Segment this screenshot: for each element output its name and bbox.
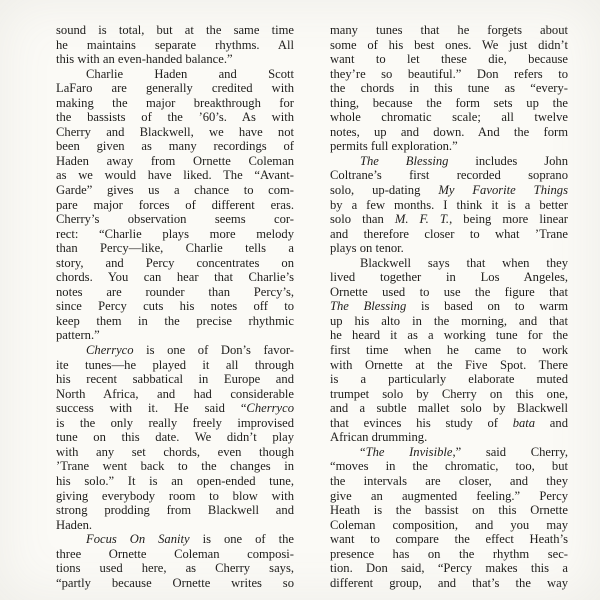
regular-text: includes John [448, 153, 569, 168]
regular-text: chords. You can hear that Charlie’s [56, 270, 294, 285]
text-line [56, 532, 294, 547]
text-line [56, 81, 294, 96]
regular-text: presence has on the rhythm sec- [330, 546, 568, 561]
text-line [56, 96, 294, 111]
italic-text: The Invisible [365, 444, 453, 459]
text-line [56, 503, 294, 518]
regular-text: Blackwell says that when they [360, 255, 568, 270]
regular-text: been given as many recordings of [56, 139, 294, 154]
text-line [330, 532, 568, 547]
text-line [56, 67, 294, 82]
regular-text: success with it. He said “ [56, 401, 247, 416]
regular-text: is the only really freely improvised [56, 415, 294, 430]
regular-text: Heath is the bassist on this Ornette [330, 503, 568, 518]
text-line [56, 474, 294, 489]
regular-text: the chords in this tune as “every- [330, 81, 568, 96]
text-line [330, 212, 568, 227]
regular-text: some of his best ones. We just didn’t [330, 37, 568, 52]
regular-text: Cherry and Blackwell, we have not [56, 124, 294, 139]
text-line [330, 67, 568, 82]
regular-text: give an augmented feeling.” Percy [330, 488, 568, 503]
regular-text: and therefore closer to what ’Trane [330, 226, 568, 241]
regular-text: they’re so beautiful.” Don refers to [330, 66, 568, 81]
regular-text: many tunes that he forgets about [330, 23, 568, 37]
text-line [56, 518, 294, 533]
text-line [330, 343, 568, 358]
regular-text: different group, and that’s the way [330, 575, 568, 590]
text-line [330, 299, 568, 314]
regular-text: that evinces his study of [330, 415, 513, 430]
regular-text: his solo.” It is an open-ended tune, [56, 473, 294, 488]
text-line [330, 358, 568, 373]
text-line [330, 96, 568, 111]
regular-text: the intervals are closer, and they [330, 473, 568, 488]
regular-text: pare major forces of different eras. [56, 197, 294, 212]
text-line [56, 314, 294, 329]
regular-text: notes, up and down. And the form [330, 124, 568, 139]
text-line [330, 183, 568, 198]
text-line [56, 459, 294, 474]
text-line [56, 372, 294, 387]
text-line [56, 198, 294, 213]
regular-text: is one of Don’s favor- [133, 343, 294, 358]
regular-text: sound is total, but at the same time [56, 23, 294, 37]
text-line [330, 445, 568, 460]
regular-text: “moves in the chromatic, too, but [330, 459, 568, 474]
regular-text: Haden. [56, 517, 93, 532]
text-line [330, 38, 568, 53]
text-line [56, 576, 294, 591]
regular-text: he heard it as a working tune for the [330, 328, 568, 343]
text-line [56, 212, 294, 227]
text-line [330, 81, 568, 96]
text-line [330, 125, 568, 140]
italic-text: Cherryco [86, 343, 134, 358]
regular-text: than Percy—like, Charlie tells a [56, 241, 294, 256]
text-line [330, 518, 568, 533]
text-line [56, 168, 294, 183]
regular-text: with Ornette at the Five Spot. There [330, 357, 568, 372]
regular-text: LaFaro are generally credited with [56, 81, 294, 96]
text-line [330, 285, 568, 300]
text-line [330, 256, 568, 271]
text-line [56, 241, 294, 256]
regular-text: since Percy cuts his notes off to [56, 299, 294, 314]
regular-text: this with an even-handed balance.” [56, 52, 233, 67]
regular-text: want to let these die, because [330, 52, 568, 67]
regular-text: giving everybody room to blow with [56, 488, 294, 503]
text-line [56, 328, 294, 343]
text-line [330, 547, 568, 562]
regular-text: Haden away from Ornette Coleman [56, 153, 294, 168]
text-line [56, 227, 294, 242]
text-line [330, 503, 568, 518]
text-line [56, 416, 294, 431]
text-line [330, 416, 568, 431]
regular-text: is a particularly elaborate muted [330, 372, 568, 387]
regular-text: strong prodding from Blackwell and [56, 503, 294, 518]
text-line [330, 110, 568, 125]
regular-text: the bassists of the ’60’s. As with [56, 110, 294, 125]
text-line [56, 343, 294, 358]
regular-text: tune on this date. We didn’t play [56, 430, 294, 445]
text-line [56, 270, 294, 285]
regular-text: with any set chords, even though [56, 444, 294, 459]
regular-text: lived together in Los Angeles, [330, 270, 568, 285]
text-line [56, 299, 294, 314]
text-line [330, 474, 568, 489]
text-line [56, 139, 294, 154]
regular-text: African drumming. [330, 430, 428, 445]
text-line [330, 328, 568, 343]
text-line [56, 110, 294, 125]
regular-text: thing, because the form sets up the [330, 95, 568, 110]
regular-text: and [535, 415, 568, 430]
text-line [56, 23, 294, 38]
regular-text: , being more linear [449, 212, 568, 227]
regular-text: by a few months. I think it is a better [330, 197, 568, 212]
text-line [56, 489, 294, 504]
text-line [330, 154, 568, 169]
regular-text: Ornette used to use the figure that [330, 284, 568, 299]
text-line [56, 387, 294, 402]
regular-text: “partly because Ornette writes so [56, 575, 294, 590]
text-line [56, 154, 294, 169]
regular-text: ite tunes—he played it all through [56, 357, 294, 372]
text-column-left [56, 23, 294, 600]
regular-text: North Africa, and had considerable [56, 386, 294, 401]
regular-text: as we would have liked. The “Avant- [56, 168, 294, 183]
regular-text: Garde” gives us a chance to com- [56, 183, 294, 198]
text-line [330, 270, 568, 285]
text-line [330, 52, 568, 67]
text-line [330, 241, 568, 256]
regular-text: he maintains separate rhythms. All [56, 37, 294, 52]
regular-text: is one of the [189, 532, 294, 547]
regular-text: tion. Don said, “Percy makes this a [330, 561, 568, 576]
regular-text: Cherry’s observation seems cor- [56, 212, 294, 227]
italic-text: Focus On Sanity [86, 532, 190, 547]
text-line [56, 445, 294, 460]
text-column-right [330, 23, 568, 600]
regular-text: his recent sabbatical in Europe and [56, 372, 294, 387]
regular-text: whole chromatic scale; all twelve [330, 110, 568, 125]
regular-text: want to compare the effect Heath’s [330, 532, 568, 547]
regular-text: trumpet solo by Cherry on this one, [330, 386, 568, 401]
text-line [330, 489, 568, 504]
regular-text: story, and Percy concentrates on [56, 255, 294, 270]
text-line [330, 576, 568, 591]
italic-text: bata [512, 415, 536, 430]
regular-text: first time when he came to work [330, 343, 568, 358]
italic-text: The Blessing [360, 153, 449, 168]
italic-text: Cherryco [246, 401, 294, 416]
text-line [330, 198, 568, 213]
text-line [330, 314, 568, 329]
regular-text: and a subtle mallet solo by Blackwell [330, 401, 568, 416]
regular-text: rect: “Charlie plays more melody [56, 226, 294, 241]
text-line [56, 430, 294, 445]
text-line [330, 139, 568, 154]
regular-text: permits full exploration.” [330, 139, 458, 154]
regular-text: “ [360, 444, 366, 459]
regular-text: Coleman composition, and you may [330, 517, 568, 532]
regular-text: Charlie Haden and Scott [86, 66, 294, 81]
regular-text: notes are rounder than Percy’s, [56, 284, 294, 299]
text-line [56, 52, 294, 67]
regular-text: pattern.” [56, 328, 100, 343]
text-line [330, 387, 568, 402]
regular-text: solo, up-dating [330, 183, 439, 198]
regular-text: solo than [330, 212, 395, 227]
text-line [330, 227, 568, 242]
text-line [56, 547, 294, 562]
italic-text: M. F. T. [394, 212, 450, 227]
regular-text: keep them in the precise rhythmic [56, 313, 294, 328]
text-line [56, 358, 294, 373]
text-line [56, 256, 294, 271]
regular-text: ,” said Cherry, [452, 444, 569, 459]
regular-text: plays on tenor. [330, 241, 404, 256]
text-line [330, 561, 568, 576]
regular-text: up his alto in the morning, and that [330, 313, 568, 328]
text-line [56, 285, 294, 300]
text-line [56, 401, 294, 416]
text-line [330, 459, 568, 474]
text-line [56, 125, 294, 140]
italic-text: The Blessing [330, 299, 407, 314]
regular-text: Coltrane’s first recorded soprano [330, 168, 568, 183]
text-line [330, 168, 568, 183]
regular-text: tions used here, as Cherry says, [56, 561, 294, 576]
regular-text: is based on to warm [406, 299, 568, 314]
text-line [56, 38, 294, 53]
regular-text: three Ornette Coleman composi- [56, 546, 294, 561]
text-line [330, 430, 568, 445]
text-line [330, 23, 568, 38]
regular-text: making the major breakthrough for [56, 95, 294, 110]
regular-text: ’Trane went back to the changes in [56, 459, 294, 474]
text-line [56, 561, 294, 576]
italic-text: My Favorite Things [438, 183, 568, 198]
text-line [330, 372, 568, 387]
text-line [330, 401, 568, 416]
text-line [56, 183, 294, 198]
